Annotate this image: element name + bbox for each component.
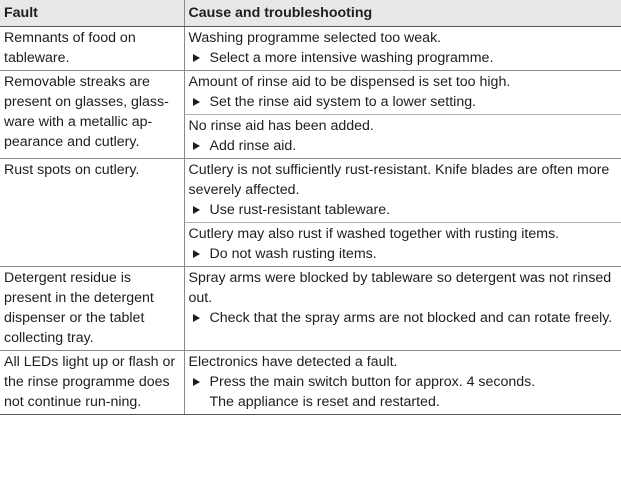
cause-cell [184, 159, 621, 223]
cause-cell [184, 351, 621, 415]
table-row [0, 71, 621, 115]
arrow-right-icon [193, 206, 200, 214]
arrow-right-icon [193, 142, 200, 150]
fault-cell: All LEDs light up or flash or the rinse programme does not continue run-ning. [0, 351, 184, 415]
table-row [0, 159, 621, 223]
step-text: Check that the spray arms are not blocked and can rotate freely. [209, 310, 613, 326]
step-result-note: The appliance is reset and restarted. [209, 394, 440, 410]
arrow-right-icon [193, 98, 200, 106]
arrow-right-icon [193, 314, 200, 322]
troubleshooting-step [189, 244, 618, 264]
troubleshooting-step [189, 48, 618, 68]
table-row [0, 27, 621, 71]
cause-cell [184, 267, 621, 351]
step-text: Select a more intensive washing programme. [209, 50, 494, 66]
cause-text: Electronics have detected a fault. [188, 354, 398, 370]
cause-text: Washing programme selected too weak. [188, 30, 442, 46]
table-row [0, 351, 621, 415]
cause-text: Cutlery is not sufficiently rust-resistant. Knife blades are often more severely affected. [188, 162, 610, 198]
cause-cell [184, 27, 621, 71]
step-text: Press the main switch button for approx. 4 seconds. [209, 374, 536, 390]
step-text: Add rinse aid. [209, 138, 297, 154]
fault-cell: Removable streaks are present on glasses, glass-ware with a metallic ap-pearance and cutlery. [0, 71, 184, 159]
table-header-row [0, 0, 621, 27]
arrow-right-icon [193, 54, 200, 62]
step-text: Do not wash rusting items. [209, 246, 377, 262]
step-text: Set the rinse aid system to a lower setting. [209, 94, 477, 110]
table-row [0, 267, 621, 351]
cause-cell [184, 71, 621, 115]
cause-text: Spray arms were blocked by tableware so detergent was not rinsed out. [188, 270, 612, 306]
header-cause: Cause and troubleshooting [184, 0, 621, 27]
troubleshooting-step [189, 372, 618, 412]
cause-text: Amount of rinse aid to be dispensed is set too high. [188, 74, 511, 90]
header-fault: Fault [0, 0, 184, 27]
troubleshooting-step [189, 308, 618, 328]
fault-cell: Remnants of food on tableware. [0, 27, 184, 71]
troubleshooting-step [189, 136, 618, 156]
troubleshooting-step [189, 200, 618, 220]
fault-cell: Detergent residue is present in the detergent dispenser or the tablet collecting tray. [0, 267, 184, 351]
fault-cell: Rust spots on cutlery. [0, 159, 184, 267]
cause-text: Cutlery may also rust if washed together with rusting items. [188, 226, 560, 242]
cause-cell [184, 223, 621, 267]
step-text: Use rust-resistant tableware. [209, 202, 391, 218]
arrow-right-icon [193, 378, 200, 386]
troubleshooting-step [189, 92, 618, 112]
cause-cell [184, 115, 621, 159]
arrow-right-icon [193, 250, 200, 258]
cause-text: No rinse aid has been added. [188, 118, 374, 134]
